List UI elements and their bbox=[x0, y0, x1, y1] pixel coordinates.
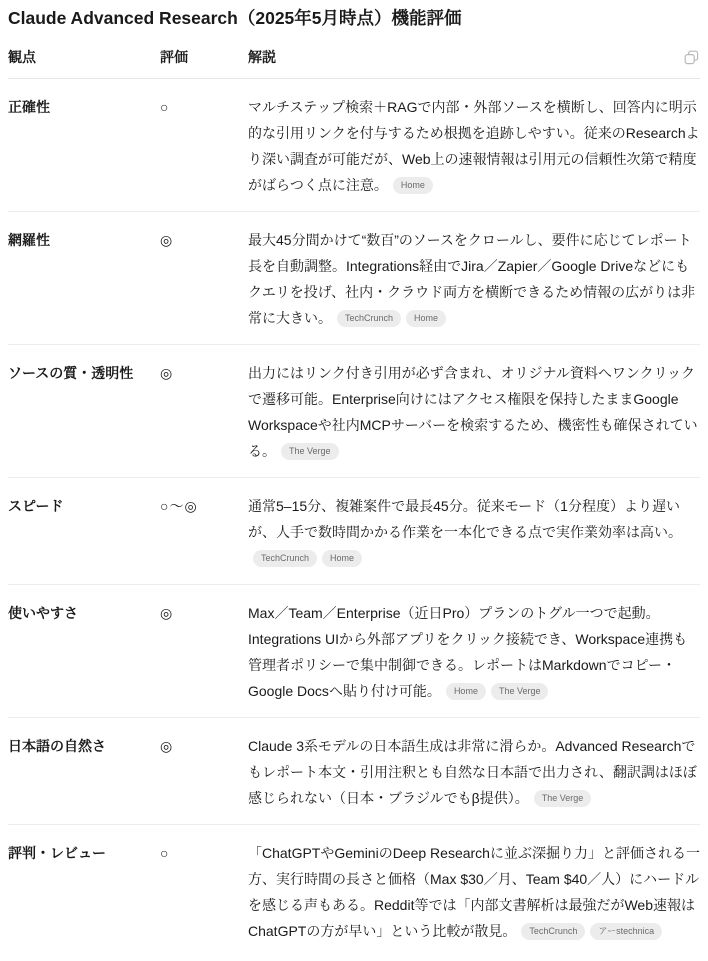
description-cell bbox=[248, 360, 700, 472]
rating-cell: ○ bbox=[160, 845, 170, 861]
description-text: Max／Team／Enterprise（近日Pro）プランのトグル一つで起動。Integrations UIから外部アプリをクリック接続でき、Workspace連携も管理者ポリシーで集中制御できる。レポートはMarkdownでコピー・Google Docsへ貼り付け可能。 bbox=[248, 605, 688, 699]
description-cell bbox=[248, 733, 700, 819]
table-row bbox=[8, 212, 700, 345]
rating-cell: ◎ bbox=[160, 605, 174, 621]
description-cell bbox=[248, 493, 700, 579]
aspect-cell: 評判・レビュー bbox=[8, 845, 106, 861]
table-row bbox=[8, 718, 700, 825]
description-text: 最大45分間かけて“数百”のソースをクロールし、要件に応じてレポート長を自動調整。Integrations経由でJira／Zapier／Google Driveなどにもクエリを投げ、社内・クラウド両方を横断できるため情報の広がりは非常に大きい。 bbox=[248, 232, 696, 326]
rating-cell: ◎ bbox=[160, 365, 174, 381]
description-cell bbox=[248, 600, 700, 712]
source-badge[interactable]: Home bbox=[322, 550, 362, 567]
rating-cell: ○ bbox=[160, 99, 170, 115]
aspect-cell: 使いやすさ bbox=[8, 605, 78, 621]
description-cell bbox=[248, 94, 700, 206]
source-badge[interactable]: TechCrunch bbox=[253, 550, 317, 567]
source-badge[interactable]: アーstechnica bbox=[590, 923, 662, 940]
source-badge[interactable]: The Verge bbox=[491, 683, 549, 700]
source-badge[interactable]: TechCrunch bbox=[337, 310, 401, 327]
description-text: 通常5–15分、複雑案件で最長45分。従来モード（1分程度）より遅いが、人手で数時間かかる作業を一本化できる点で実作業効率は高い。 bbox=[248, 498, 682, 540]
copy-icon bbox=[684, 50, 699, 65]
source-badge[interactable]: Home bbox=[393, 177, 433, 194]
description-text: マルチステップ検索＋RAGで内部・外部ソースを横断し、回答内に明示的な引用リンクを付与するため根拠を追跡しやすい。従来のResearchより深い調査が可能だが、Web上の速報情報は引用元の信頼性次第で精度がばらつく点に注意。 bbox=[248, 99, 700, 193]
aspect-cell: 日本語の自然さ bbox=[8, 738, 106, 754]
table-row bbox=[8, 478, 700, 585]
rating-cell: ◎ bbox=[160, 232, 174, 248]
source-badge[interactable]: The Verge bbox=[281, 443, 339, 460]
source-badge[interactable]: TechCrunch bbox=[521, 923, 585, 940]
aspect-cell: ソースの質・透明性 bbox=[8, 365, 134, 381]
column-header-aspect: 観点 bbox=[8, 49, 36, 65]
source-badge[interactable]: Home bbox=[406, 310, 446, 327]
description-text: 出力にはリンク付き引用が必ず含まれ、オリジナル資料へワンクリックで遷移可能。Enterprise向けにはアクセス権限を保持したままGoogle Workspaceや社内MCPサーバーを検索するため、機密性も確保されている。 bbox=[248, 365, 698, 459]
column-header-description: 解説 bbox=[248, 49, 276, 65]
table-row bbox=[8, 825, 700, 957]
page-title: Claude Advanced Research（2025年5月時点）機能評価 bbox=[8, 8, 462, 28]
table-row bbox=[8, 585, 700, 718]
rating-cell: ○〜◎ bbox=[160, 498, 198, 514]
description-cell bbox=[248, 227, 700, 339]
table-row bbox=[8, 345, 700, 478]
copy-table-button[interactable] bbox=[682, 48, 700, 66]
rating-cell: ◎ bbox=[160, 738, 174, 754]
aspect-cell: 正確性 bbox=[8, 99, 50, 115]
table-row bbox=[8, 79, 700, 212]
source-badge[interactable]: Home bbox=[446, 683, 486, 700]
aspect-cell: 網羅性 bbox=[8, 232, 50, 248]
description-text: Claude 3系モデルの日本語生成は非常に滑らか。Advanced Researchでもレポート本文・引用注釈とも自然な日本語で出力され、翻訳調はほぼ感じられない（日本・ブラジルでもβ提供）。 bbox=[248, 738, 697, 806]
evaluation-table bbox=[8, 42, 700, 957]
table-header-row bbox=[8, 42, 700, 79]
column-header-rating: 評価 bbox=[160, 49, 188, 65]
aspect-cell: スピード bbox=[8, 498, 64, 514]
source-badge[interactable]: The Verge bbox=[534, 790, 592, 807]
description-cell bbox=[248, 840, 700, 952]
description-text: 「ChatGPTやGeminiのDeep Researchに並ぶ深掘り力」と評価される一方、実行時間の長さと価格（Max $30／月、Team $40／人）にハードルを感じる声もある。Reddit等では「内部文書解析は最強だがWeb速報はChatGPTの方が早い」という比較が散見。 bbox=[248, 845, 700, 939]
